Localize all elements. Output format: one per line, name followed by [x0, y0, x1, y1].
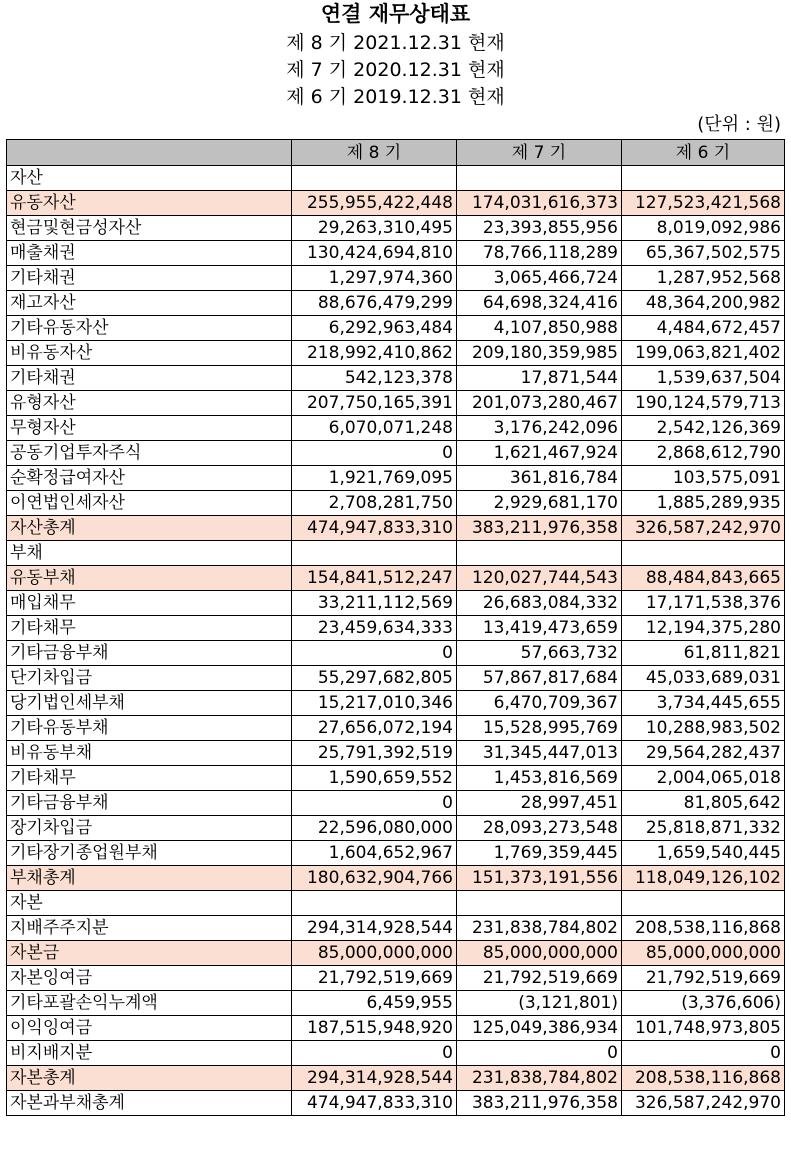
row-value-period-6: 2,868,612,790: [622, 441, 785, 466]
row-value-period-8: 294,314,928,544: [292, 1066, 457, 1091]
row-label: 순확정급여자산: [7, 466, 292, 491]
row-value-period-8: 6,459,955: [292, 991, 457, 1016]
row-value-period-7: 85,000,000,000: [457, 941, 622, 966]
row-label: 현금및현금성자산: [7, 216, 292, 241]
row-value-period-8: 474,947,833,310: [292, 516, 457, 541]
row-value-period-6: 85,000,000,000: [622, 941, 785, 966]
row-value-period-8: 218,992,410,862: [292, 341, 457, 366]
row-label: 기타유동부채: [7, 716, 292, 741]
table-row: [7, 1041, 785, 1066]
table-row: [7, 991, 785, 1016]
table-row: [7, 191, 785, 216]
row-value-period-6: 208,538,116,868: [622, 1066, 785, 1091]
row-value-period-7: [457, 891, 622, 916]
row-value-period-6: 0: [622, 1041, 785, 1066]
row-value-period-7: 2,929,681,170: [457, 491, 622, 516]
row-label: 자산총계: [7, 516, 292, 541]
row-label: 당기법인세부채: [7, 691, 292, 716]
row-value-period-8: 25,791,392,519: [292, 741, 457, 766]
row-label: 자본금: [7, 941, 292, 966]
row-value-period-6: 127,523,421,568: [622, 191, 785, 216]
row-value-period-8: 0: [292, 641, 457, 666]
row-value-period-6: 1,287,952,568: [622, 266, 785, 291]
row-label: 자본과부채총계: [7, 1091, 292, 1116]
row-value-period-6: 208,538,116,868: [622, 916, 785, 941]
row-label: 기타유동자산: [7, 316, 292, 341]
row-label: 유형자산: [7, 391, 292, 416]
row-value-period-8: 15,217,010,346: [292, 691, 457, 716]
row-value-period-8: [292, 541, 457, 566]
header-cell-period-6: 제 6 기: [622, 140, 785, 166]
table-row: [7, 791, 785, 816]
period-7-line: 제 7 기 2020.12.31 현재: [286, 59, 505, 81]
table-row: [7, 941, 785, 966]
row-label: 기타채권: [7, 366, 292, 391]
table-row: [7, 891, 785, 916]
row-value-period-8: 294,314,928,544: [292, 916, 457, 941]
row-value-period-8: 255,955,422,448: [292, 191, 457, 216]
table-row: [7, 241, 785, 266]
table-row: [7, 1016, 785, 1041]
row-label: 재고자산: [7, 291, 292, 316]
table-row: [7, 166, 785, 191]
row-value-period-6: 190,124,579,713: [622, 391, 785, 416]
row-value-period-6: 25,818,871,332: [622, 816, 785, 841]
table-row: [7, 291, 785, 316]
row-value-period-7: 125,049,386,934: [457, 1016, 622, 1041]
period-6-line: 제 6 기 2019.12.31 현재: [286, 86, 505, 108]
table-row: [7, 641, 785, 666]
row-label: 매출채권: [7, 241, 292, 266]
row-value-period-7: 26,683,084,332: [457, 591, 622, 616]
row-value-period-6: 65,367,502,575: [622, 241, 785, 266]
row-label: 이익잉여금: [7, 1016, 292, 1041]
row-label: 자산: [7, 166, 292, 191]
table-row: [7, 391, 785, 416]
table-row: [7, 591, 785, 616]
row-value-period-6: 10,288,983,502: [622, 716, 785, 741]
row-value-period-6: 12,194,375,280: [622, 616, 785, 641]
row-value-period-8: 2,708,281,750: [292, 491, 457, 516]
row-value-period-7: 361,816,784: [457, 466, 622, 491]
row-value-period-6: [622, 541, 785, 566]
row-value-period-7: 4,107,850,988: [457, 316, 622, 341]
row-value-period-7: 201,073,280,467: [457, 391, 622, 416]
row-value-period-7: (3,121,801): [457, 991, 622, 1016]
row-value-period-6: 118,049,126,102: [622, 866, 785, 891]
row-label: 기타장기종업원부채: [7, 841, 292, 866]
row-value-period-6: 199,063,821,402: [622, 341, 785, 366]
row-value-period-8: 207,750,165,391: [292, 391, 457, 416]
table-row: [7, 416, 785, 441]
table-row: [7, 691, 785, 716]
row-value-period-6: 45,033,689,031: [622, 666, 785, 691]
table-row: [7, 816, 785, 841]
row-value-period-8: 1,297,974,360: [292, 266, 457, 291]
row-value-period-8: 0: [292, 791, 457, 816]
table-row: [7, 741, 785, 766]
row-value-period-8: 85,000,000,000: [292, 941, 457, 966]
row-value-period-8: [292, 891, 457, 916]
row-label: 자본총계: [7, 1066, 292, 1091]
row-value-period-6: 61,811,821: [622, 641, 785, 666]
row-value-period-6: 326,587,242,970: [622, 516, 785, 541]
row-value-period-7: 13,419,473,659: [457, 616, 622, 641]
period-8-line: 제 8 기 2021.12.31 현재: [286, 32, 505, 54]
table-row: [7, 1066, 785, 1091]
row-label: 기타채무: [7, 616, 292, 641]
row-value-period-7: 231,838,784,802: [457, 1066, 622, 1091]
row-label: 공동기업투자주식: [7, 441, 292, 466]
row-value-period-8: 542,123,378: [292, 366, 457, 391]
row-value-period-8: 474,947,833,310: [292, 1091, 457, 1116]
table-row: [7, 316, 785, 341]
row-label: 비유동부채: [7, 741, 292, 766]
row-value-period-7: 28,093,273,548: [457, 816, 622, 841]
row-label: 부채총계: [7, 866, 292, 891]
row-value-period-6: [622, 891, 785, 916]
row-value-period-6: 88,484,843,665: [622, 566, 785, 591]
row-value-period-7: 3,065,466,724: [457, 266, 622, 291]
row-value-period-7: 57,867,817,684: [457, 666, 622, 691]
row-value-period-7: 151,373,191,556: [457, 866, 622, 891]
row-label: 비지배지분: [7, 1041, 292, 1066]
row-value-period-8: 33,211,112,569: [292, 591, 457, 616]
unit-label: (단위 : 원): [697, 114, 781, 135]
row-label: 부채: [7, 541, 292, 566]
row-value-period-6: 3,734,445,655: [622, 691, 785, 716]
row-value-period-7: 23,393,855,956: [457, 216, 622, 241]
header-cell-period-8: 제 8 기: [292, 140, 457, 166]
row-label: 자본잉여금: [7, 966, 292, 991]
row-value-period-6: 101,748,973,805: [622, 1016, 785, 1041]
row-value-period-7: 57,663,732: [457, 641, 622, 666]
row-value-period-6: 103,575,091: [622, 466, 785, 491]
row-value-period-7: 1,621,467,924: [457, 441, 622, 466]
row-value-period-7: 15,528,995,769: [457, 716, 622, 741]
row-value-period-7: 31,345,447,013: [457, 741, 622, 766]
row-value-period-7: 209,180,359,985: [457, 341, 622, 366]
row-value-period-7: 78,766,118,289: [457, 241, 622, 266]
row-label: 기타금융부채: [7, 791, 292, 816]
row-value-period-8: 22,596,080,000: [292, 816, 457, 841]
row-label: 유동부채: [7, 566, 292, 591]
row-value-period-7: [457, 541, 622, 566]
row-value-period-6: 1,539,637,504: [622, 366, 785, 391]
table-row: [7, 766, 785, 791]
row-label: 기타금융부채: [7, 641, 292, 666]
row-label: 자본: [7, 891, 292, 916]
row-value-period-6: 48,364,200,982: [622, 291, 785, 316]
row-value-period-7: 383,211,976,358: [457, 1091, 622, 1116]
statement-title: 연결 재무상태표: [320, 2, 471, 26]
row-value-period-6: 81,805,642: [622, 791, 785, 816]
header-cell-period-7: 제 7 기: [457, 140, 622, 166]
table-row: [7, 666, 785, 691]
row-value-period-8: 55,297,682,805: [292, 666, 457, 691]
row-value-period-8: 154,841,512,247: [292, 566, 457, 591]
table-row: [7, 1091, 785, 1116]
row-value-period-7: 120,027,744,543: [457, 566, 622, 591]
table-row: [7, 216, 785, 241]
row-value-period-7: 1,769,359,445: [457, 841, 622, 866]
row-value-period-8: 23,459,634,333: [292, 616, 457, 641]
row-value-period-6: 1,885,289,935: [622, 491, 785, 516]
row-label: 이연법인세자산: [7, 491, 292, 516]
row-value-period-8: 1,604,652,967: [292, 841, 457, 866]
row-value-period-7: 0: [457, 1041, 622, 1066]
row-value-period-8: 0: [292, 1041, 457, 1066]
table-row: [7, 841, 785, 866]
row-value-period-7: 383,211,976,358: [457, 516, 622, 541]
row-value-period-8: 88,676,479,299: [292, 291, 457, 316]
row-label: 장기차입금: [7, 816, 292, 841]
table-row: [7, 866, 785, 891]
row-value-period-6: 29,564,282,437: [622, 741, 785, 766]
balance-sheet-table: [6, 139, 785, 1116]
row-value-period-8: 0: [292, 441, 457, 466]
row-value-period-8: 187,515,948,920: [292, 1016, 457, 1041]
table-row: [7, 366, 785, 391]
row-value-period-7: 3,176,242,096: [457, 416, 622, 441]
header-cell-label: [7, 140, 292, 166]
table-row: [7, 266, 785, 291]
table-row: [7, 441, 785, 466]
row-label: 무형자산: [7, 416, 292, 441]
table-row: [7, 541, 785, 566]
table-row: [7, 616, 785, 641]
row-value-period-8: 6,070,071,248: [292, 416, 457, 441]
row-label: 단기차입금: [7, 666, 292, 691]
row-value-period-8: 1,590,659,552: [292, 766, 457, 791]
table-body: [7, 166, 785, 1116]
row-value-period-7: 28,997,451: [457, 791, 622, 816]
row-value-period-6: 326,587,242,970: [622, 1091, 785, 1116]
table-row: [7, 566, 785, 591]
row-label: 유동자산: [7, 191, 292, 216]
row-value-period-8: 130,424,694,810: [292, 241, 457, 266]
row-value-period-8: 180,632,904,766: [292, 866, 457, 891]
row-label: 매입채무: [7, 591, 292, 616]
row-value-period-7: 1,453,816,569: [457, 766, 622, 791]
table-row: [7, 466, 785, 491]
row-value-period-8: 6,292,963,484: [292, 316, 457, 341]
row-label: 지배주주지분: [7, 916, 292, 941]
row-value-period-6: 1,659,540,445: [622, 841, 785, 866]
row-value-period-7: 17,871,544: [457, 366, 622, 391]
row-value-period-7: 21,792,519,669: [457, 966, 622, 991]
row-value-period-7: [457, 166, 622, 191]
row-value-period-7: 174,031,616,373: [457, 191, 622, 216]
table-row: [7, 966, 785, 991]
row-value-period-6: 2,542,126,369: [622, 416, 785, 441]
row-value-period-8: 1,921,769,095: [292, 466, 457, 491]
row-value-period-8: 27,656,072,194: [292, 716, 457, 741]
row-value-period-6: 21,792,519,669: [622, 966, 785, 991]
row-value-period-7: 64,698,324,416: [457, 291, 622, 316]
table-row: [7, 716, 785, 741]
row-value-period-6: 8,019,092,986: [622, 216, 785, 241]
row-value-period-8: [292, 166, 457, 191]
row-value-period-6: 2,004,065,018: [622, 766, 785, 791]
row-value-period-6: 17,171,538,376: [622, 591, 785, 616]
row-value-period-6: (3,376,606): [622, 991, 785, 1016]
row-label: 비유동자산: [7, 341, 292, 366]
row-value-period-7: 231,838,784,802: [457, 916, 622, 941]
table-row: [7, 491, 785, 516]
table-row: [7, 341, 785, 366]
table-header-row: [7, 140, 785, 166]
row-value-period-6: [622, 166, 785, 191]
table-row: [7, 516, 785, 541]
row-value-period-6: 4,484,672,457: [622, 316, 785, 341]
row-label: 기타포괄손익누계액: [7, 991, 292, 1016]
row-label: 기타채무: [7, 766, 292, 791]
row-label: 기타채권: [7, 266, 292, 291]
row-value-period-7: 6,470,709,367: [457, 691, 622, 716]
table-row: [7, 916, 785, 941]
row-value-period-8: 29,263,310,495: [292, 216, 457, 241]
row-value-period-8: 21,792,519,669: [292, 966, 457, 991]
